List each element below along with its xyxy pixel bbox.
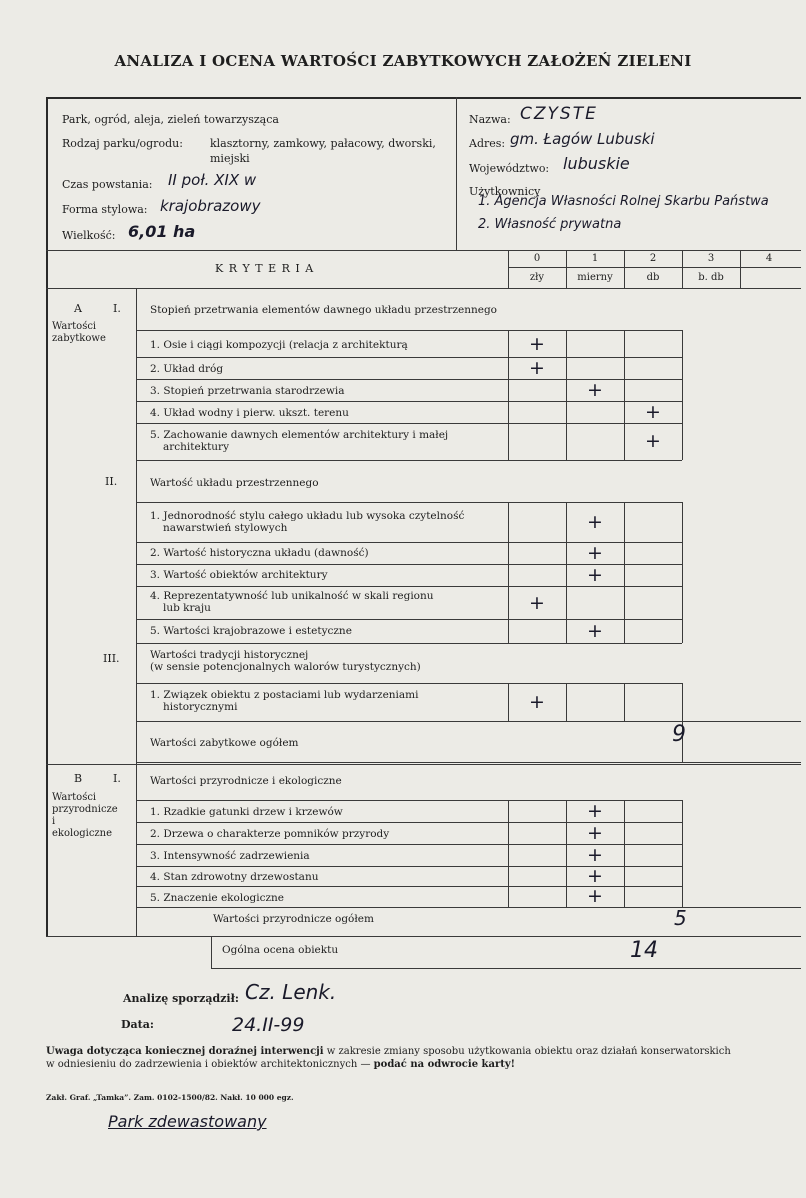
score-mark: + <box>529 357 545 379</box>
scale-number-3: 3 <box>707 253 715 264</box>
criterion-row <box>150 689 418 713</box>
criterion-row <box>150 828 389 840</box>
criterion-text: 4. Reprezentatywność lub unikalność w skali regionu <box>150 590 434 602</box>
total-zabytkowe-label: Wartości zabytkowe ogółem <box>150 737 299 749</box>
forma-label: Forma stylowa: <box>62 203 148 216</box>
criterion-row <box>150 339 408 351</box>
park-type-line: Park, ogród, aleja, zieleń towarzysząca <box>62 113 279 126</box>
group-a-roman: I. <box>113 302 121 315</box>
criterion-row <box>150 871 318 883</box>
wielkosc-value: 6,01 ha <box>128 222 196 241</box>
uwaga-line-1 <box>46 1046 731 1057</box>
section-a3-roman: III. <box>103 652 120 665</box>
nazwa-label: Nazwa: <box>469 113 511 126</box>
overall-label: Ogólna ocena obiektu <box>222 944 339 956</box>
score-mark: + <box>587 379 603 401</box>
criterion-text: 5. Zachowanie dawnych elementów architektury i małej <box>150 429 449 441</box>
group-a-letter: A <box>74 302 82 315</box>
total-przyrodnicze-label: Wartości przyrodnicze ogółem <box>213 913 374 925</box>
section-a3-heading: Wartości tradycji historycznej <box>150 649 309 661</box>
wojewodztwo-value: lubuskie <box>563 154 630 173</box>
rodzaj-options: klasztorny, zamkowy, pałacowy, dworski, <box>210 137 436 150</box>
score-mark: + <box>587 511 603 533</box>
score-mark: + <box>645 401 661 423</box>
scale-number-1: 1 <box>591 253 599 264</box>
handwritten-note: Park zdewastowany <box>108 1112 267 1131</box>
criterion-row <box>150 850 310 862</box>
score-mark: + <box>587 844 603 866</box>
wielkosc-label: Wielkość: <box>62 229 116 242</box>
criterion-text-cont: lub kraju <box>163 602 211 614</box>
score-mark: + <box>587 865 603 887</box>
uzytkownik-1: 1. Agencja Własności Rolnej Skarbu Państwa <box>478 194 769 209</box>
overall-value: 14 <box>630 938 658 963</box>
criterion-text: 5. Wartości krajobrazowe i estetyczne <box>150 625 352 637</box>
criterion-text: 3. Stopień przetrwania starodrzewia <box>150 385 345 397</box>
criterion-text: 2. Układ dróg <box>150 363 224 375</box>
uwaga-mid: w zakresie zmiany sposobu użytkowania obiektu oraz działań konserwatorskich <box>323 1046 731 1057</box>
section-a2-heading: Wartość układu przestrzennego <box>150 477 319 489</box>
scale-word-1: mierny <box>577 272 613 283</box>
total-przyrodnicze-value: 5 <box>674 906 687 930</box>
forma-value: krajobrazowy <box>160 197 261 215</box>
czas-value: II poł. XIX w <box>168 171 257 189</box>
criterion-row <box>150 806 343 818</box>
score-mark: + <box>587 542 603 564</box>
criterion-text: 2. Drzewa o charakterze pomników przyrody <box>150 828 390 840</box>
group-b-letter: B <box>74 772 83 785</box>
nazwa-value: CZYSTE <box>520 104 598 124</box>
scale-word-2: db <box>646 272 660 283</box>
score-mark: + <box>587 885 603 907</box>
page-title: ANALIZA I OCENA WARTOŚCI ZABYTKOWYCH ZAŁOŻEŃ ZIELENI <box>114 52 692 70</box>
criterion-text-cont: architektury <box>163 441 230 453</box>
criterion-row <box>150 429 448 453</box>
section-a1-heading: Stopień przetrwania elementów dawnego układu przestrzennego <box>150 304 497 316</box>
rodzaj-options-2: miejski <box>210 152 250 165</box>
criterion-text: 3. Intensywność zadrzewienia <box>150 850 310 862</box>
criterion-row <box>150 892 284 904</box>
score-mark: + <box>529 691 545 713</box>
criterion-text-cont: nawarstwień stylowych <box>163 522 288 534</box>
criterion-text: 1. Związek obiektu z postaciami lub wydarzeniami <box>150 689 419 701</box>
criterion-text: 2. Wartość historyczna układu (dawność) <box>150 547 369 559</box>
uwaga-line2-b: podać na odwrocie karty! <box>373 1059 516 1070</box>
data-label: Data: <box>121 1018 154 1031</box>
scale-number-2: 2 <box>649 253 657 264</box>
criterion-row <box>150 407 349 419</box>
section-a2-roman: II. <box>105 475 118 488</box>
uwaga-bold: Uwaga dotycząca koniecznej doraźnej interwencji <box>46 1046 324 1057</box>
criterion-text: 4. Stan zdrowotny drzewostanu <box>150 871 319 883</box>
criterion-row <box>150 363 223 375</box>
criterion-row <box>150 590 434 614</box>
criterion-text-cont: historycznymi <box>163 701 238 713</box>
score-mark: + <box>587 620 603 642</box>
criterion-text: 3. Wartość obiektów architektury <box>150 569 328 581</box>
criterion-row <box>150 510 464 534</box>
rodzaj-label: Rodzaj parku/ogrodu: <box>62 137 183 150</box>
section-a3-subheading: (w sensie potencjonalnych walorów turystycznych) <box>150 661 421 673</box>
adres-value: gm. Łagów Lubuski <box>510 130 655 148</box>
score-mark: + <box>529 333 545 355</box>
uzytkownik-2: 2. Własność prywatna <box>478 217 622 232</box>
score-mark: + <box>587 564 603 586</box>
scale-number-0: 0 <box>533 253 541 264</box>
criterion-text: 1. Jednorodność stylu całego układu lub wysoka czytelność <box>150 510 465 522</box>
group-b-roman: I. <box>113 772 121 785</box>
uzytkownicy-label: Użytkownicy <box>469 185 541 198</box>
uwaga-line-2 <box>46 1059 515 1070</box>
score-mark: + <box>587 800 603 822</box>
criterion-row <box>150 625 352 637</box>
section-b1-heading: Wartości przyrodnicze i ekologiczne <box>150 775 342 787</box>
group-a-name: Wartości zabytkowe <box>52 321 106 344</box>
total-zabytkowe-value: 9 <box>672 722 686 747</box>
adres-label: Adres: <box>469 137 506 150</box>
group-b-name: Wartości przyrodnicze i ekologiczne <box>52 792 118 839</box>
score-mark: + <box>529 592 545 614</box>
criterion-row <box>150 385 344 397</box>
criterion-row <box>150 547 369 559</box>
czas-label: Czas powstania: <box>62 178 153 191</box>
scale-word-3: b. db <box>698 272 724 283</box>
criterion-row <box>150 569 328 581</box>
criterion-text: 4. Układ wodny i pierw. ukszt. terenu <box>150 407 349 419</box>
scale-number-4: 4 <box>765 253 773 264</box>
kryteria-label: K R Y T E R I A <box>215 262 315 275</box>
print-info: Zakł. Graf. „Tamka”. Zam. 0102-1500/82. Nakł. 10 000 egz. <box>46 1093 294 1102</box>
data-value: 24.II-99 <box>232 1014 305 1036</box>
analiza-signature: Cz. Lenk. <box>245 980 337 1004</box>
uwaga-line2-a: w odniesieniu do zadrzewienia i obiektów architektonicznych — <box>46 1059 374 1070</box>
criterion-text: 1. Osie i ciągi kompozycji (relacja z architekturą <box>150 339 408 351</box>
score-mark: + <box>587 822 603 844</box>
wojewodztwo-label: Województwo: <box>469 162 550 175</box>
analiza-label: Analizę sporządził: <box>123 992 239 1005</box>
score-mark: + <box>645 430 661 452</box>
criterion-text: 1. Rzadkie gatunki drzew i krzewów <box>150 806 343 818</box>
criterion-text: 5. Znaczenie ekologiczne <box>150 892 285 904</box>
scale-word-0: zły <box>529 272 545 283</box>
